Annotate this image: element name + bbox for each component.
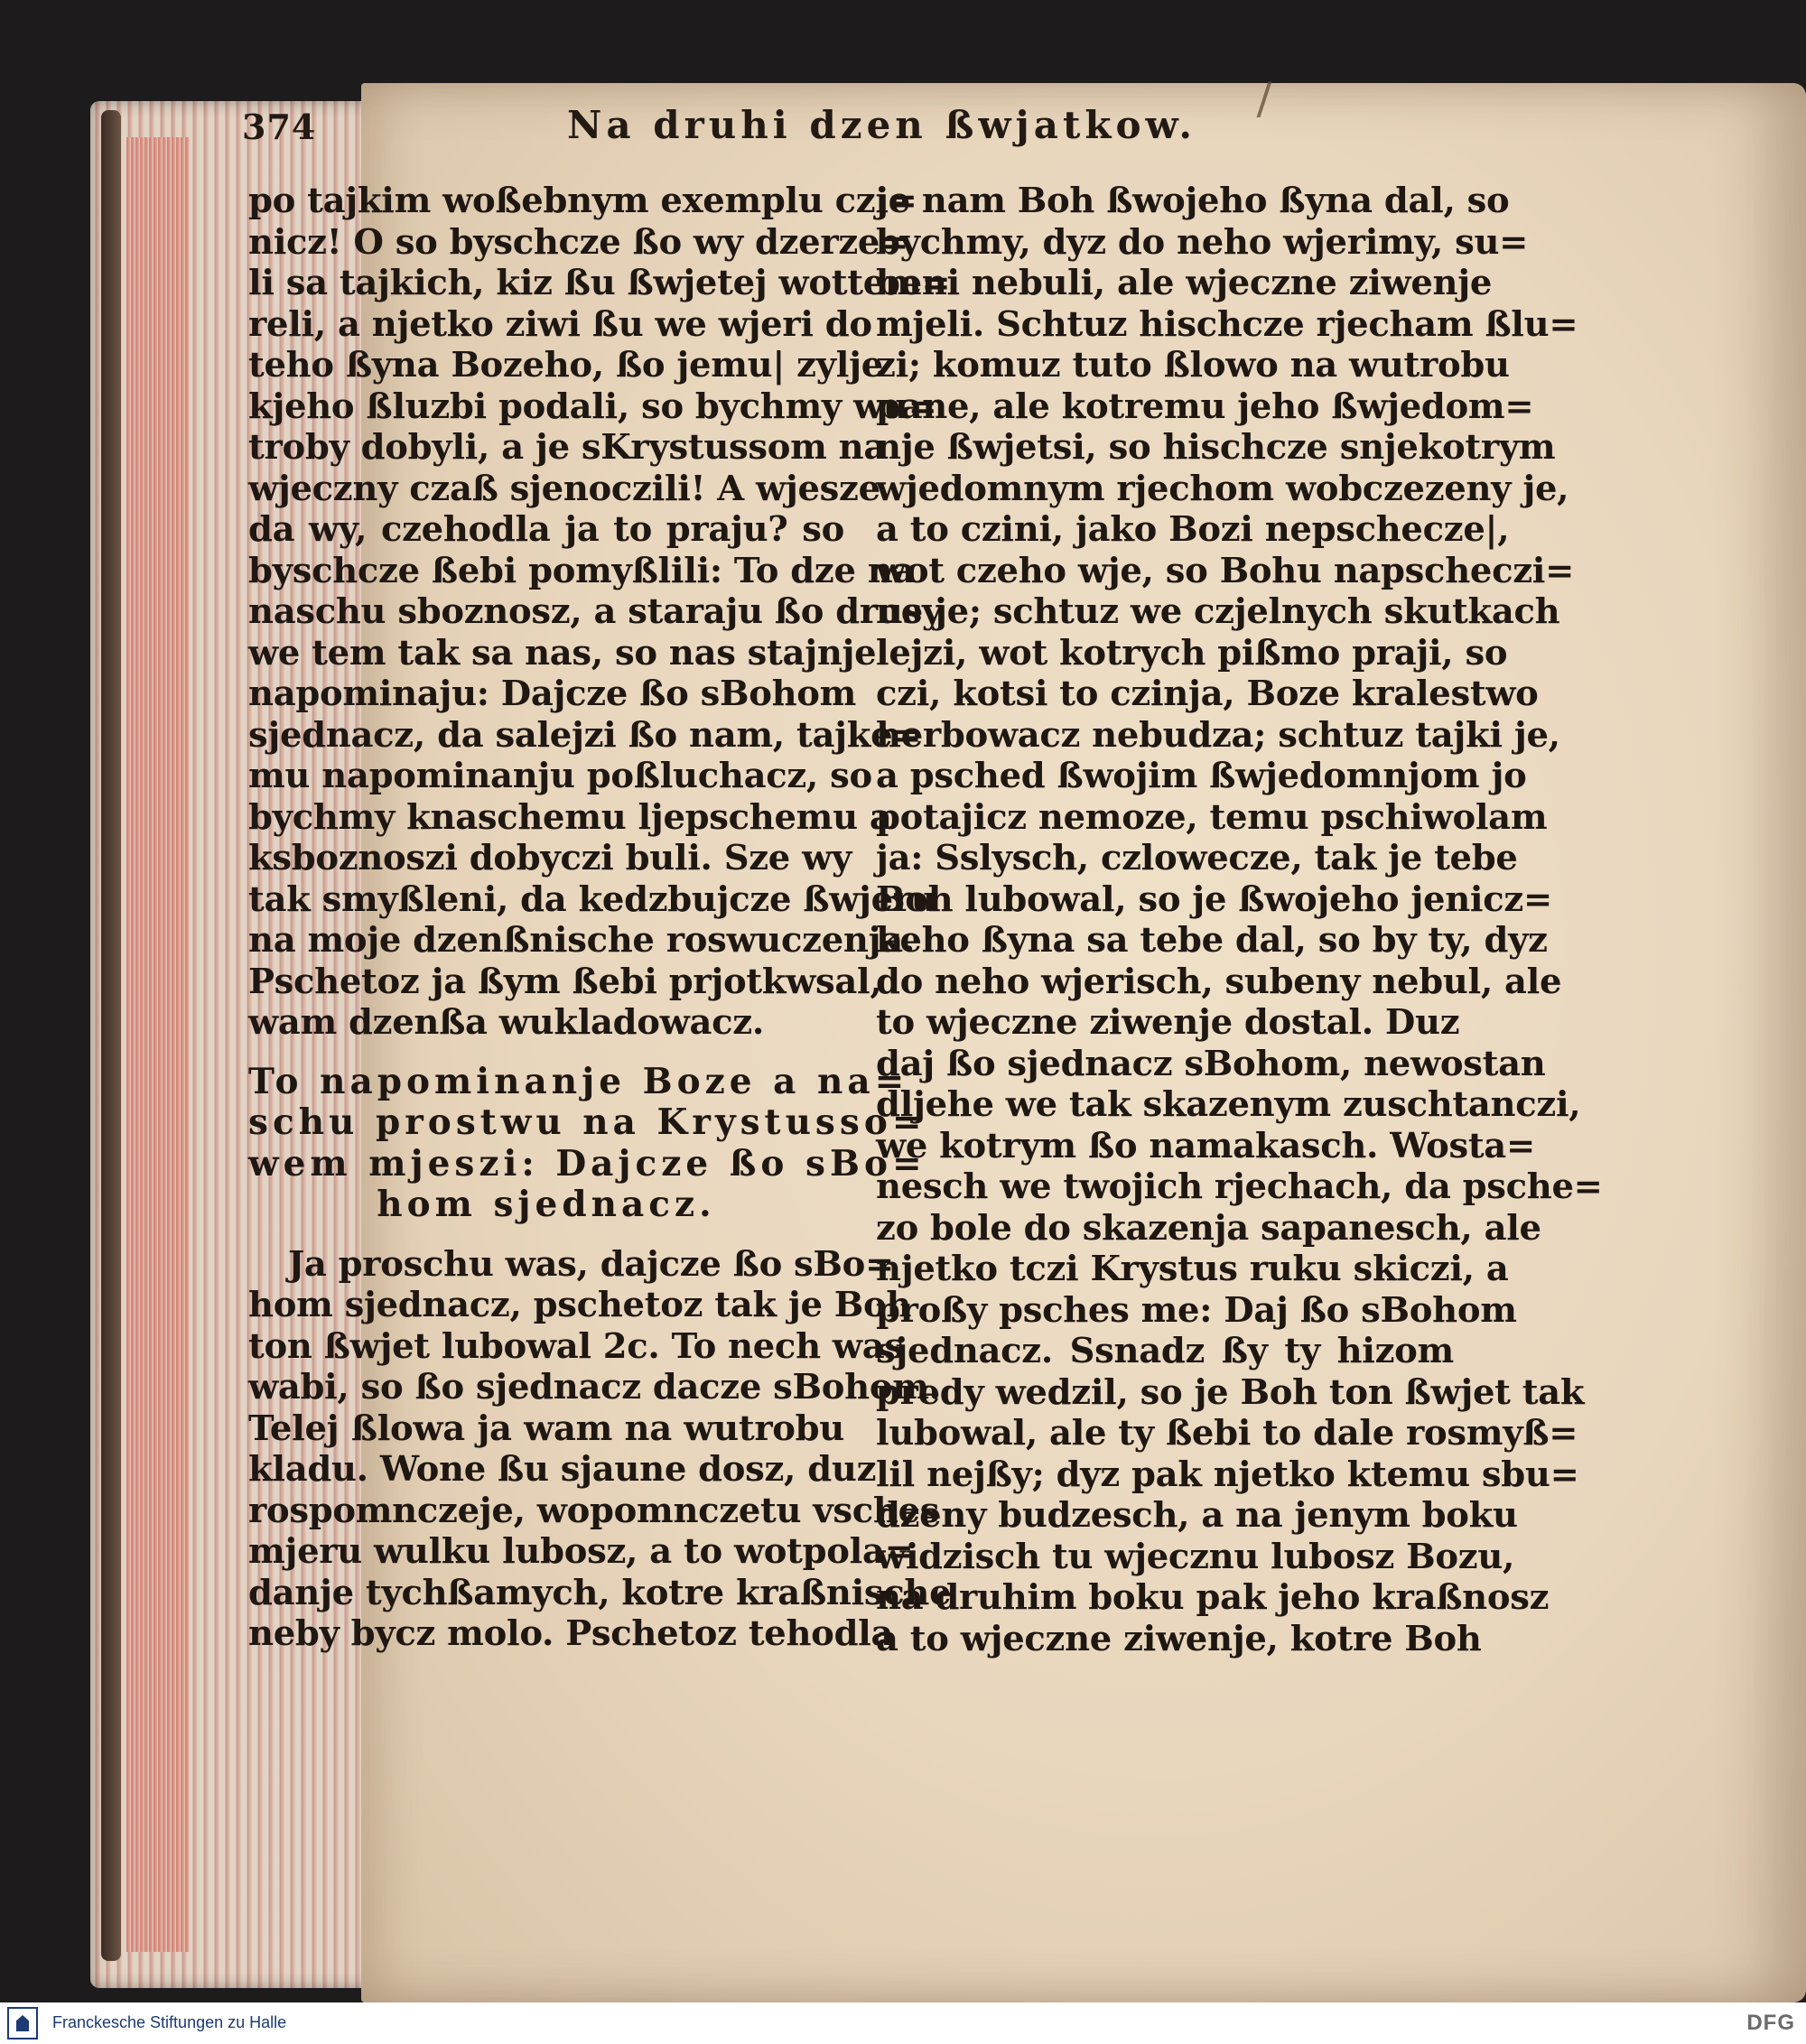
text-line: dzeny budzesch, a na jenym boku bbox=[876, 1495, 1518, 1536]
text-line: lubowal, ale ty ßebi to dale rosmyß= bbox=[876, 1413, 1578, 1454]
text-line: predy wedzil, so je Boh ton ßwjet tak bbox=[876, 1371, 1585, 1413]
page-header bbox=[242, 101, 1380, 152]
text-line: neby bycz molo. Pschetoz tehodla bbox=[248, 1613, 894, 1654]
text-line: wam dzenßa wukladowacz. bbox=[248, 1002, 764, 1043]
text-line: potajicz nemoze, temu pschiwolam bbox=[876, 796, 1548, 838]
text-line: Pschetoz ja ßym ßebi prjotkwsal, bbox=[248, 961, 882, 1002]
heading-line: schu prostwu na Krystusso= bbox=[248, 1101, 926, 1143]
right-paragraph bbox=[876, 181, 1603, 1659]
text-line: napominaju: Dajcze ßo sBohom bbox=[248, 674, 857, 714]
text-line: wot czeho wje, so Bohu napscheczi= bbox=[876, 550, 1575, 591]
left-paragraph-1 bbox=[248, 181, 951, 1044]
text-line: beni nebuli, ale wjeczne ziwenje bbox=[876, 263, 1493, 303]
text-line: bychmy knaschemu ljepschemu a bbox=[248, 796, 892, 838]
text-line: ton ßwjet lubowal 2c. To nech was bbox=[248, 1325, 904, 1367]
text-line: nesch we twojich rjechach, da psche= bbox=[876, 1166, 1603, 1207]
section-heading bbox=[248, 1060, 926, 1226]
text-line: sjednacz, da salejzi ßo nam, tajke= bbox=[248, 714, 922, 756]
text-line: lil nejßy; dyz pak njetko ktemu sbu= bbox=[876, 1454, 1579, 1495]
text-line: keho ßyna sa tebe dal, so by ty, dyz bbox=[876, 920, 1548, 961]
text-line: danje tychßamych, kotre kraßnische bbox=[248, 1572, 952, 1613]
text-line: ja: Sslysch, czlowecze, tak je tebe bbox=[876, 838, 1518, 878]
text-line: widzisch tu wjecznu lubosz Bozu, bbox=[876, 1536, 1515, 1577]
text-line: herbowacz nebudza; schtuz tajki je, bbox=[876, 714, 1560, 756]
text-line: na moje dzenßnische roswuczenja. bbox=[248, 920, 915, 961]
text-line: czi, kotsi to czinja, Boze kralestwo bbox=[876, 674, 1539, 714]
text-line: po tajkim woßebnym exemplu czi= bbox=[248, 181, 917, 221]
text-line: to wjeczne ziwenje dostal. Duz bbox=[876, 1002, 1460, 1043]
text-line: da wy, czehodla ja to praju? so bbox=[248, 509, 844, 550]
text-line: Ja proschu was, dajcze ßo sBo= bbox=[288, 1243, 895, 1285]
text-line: teho ßyna Bozeho, ßo jemu| zylje bbox=[248, 345, 883, 386]
text-line: nicz! O so byschcze ßo wy dzerze= bbox=[248, 221, 909, 263]
text-line: we kotrym ßo namakasch. Wosta= bbox=[876, 1125, 1535, 1166]
text-line: do neho wjerisch, subeny nebul, ale bbox=[876, 961, 1562, 1002]
text-line: mu napominanju poßluchacz, so bbox=[248, 756, 872, 796]
heading-line: To napominanje Boze a na= bbox=[248, 1060, 909, 1102]
text-line: sjednacz. Ssnadz ßy ty hizom bbox=[876, 1331, 1454, 1371]
left-column bbox=[248, 181, 952, 1655]
text-line: naschu sboznosz, a staraju ßo drusy bbox=[248, 591, 942, 632]
text-line: wabi, so ßo sjednacz dacze sBohom. bbox=[248, 1367, 941, 1408]
text-line: na druhim boku pak jeho kraßnosz bbox=[876, 1577, 1550, 1618]
text-line: ksboznoszi dobyczi buli. Sze wy bbox=[248, 838, 852, 878]
text-line: a to czini, jako Bozi nepschecze|, bbox=[876, 509, 1510, 550]
left-paragraph-2 bbox=[248, 1243, 952, 1655]
text-line: hom sjednacz, pschetoz tak je Boh bbox=[248, 1285, 912, 1325]
footer-bar bbox=[0, 2002, 1806, 2044]
text-line: zi; komuz tuto ßlowo na wutrobu bbox=[876, 345, 1510, 386]
text-line: we tem tak sa nas, so nas stajnje bbox=[248, 632, 877, 674]
text-line: li sa tajkich, kiz ßu ßwjetej wottem= bbox=[248, 263, 951, 303]
text-line: tak smyßleni, da kedzbujcze ßwjeru bbox=[248, 878, 936, 920]
page-number: 374 bbox=[242, 107, 317, 147]
text-line: daj ßo sjednacz sBohom, newostan bbox=[876, 1043, 1546, 1084]
text-line: wjedomnym rjechom wobczezeny je, bbox=[876, 468, 1569, 509]
text-line: Boh lubowal, so je ßwojeho jenicz= bbox=[876, 878, 1552, 920]
text-line: troby dobyli, a je sKrystussom na bbox=[248, 427, 887, 468]
text-line: a psched ßwojim ßwjedomnjom jo bbox=[876, 756, 1527, 796]
text-line: byschcze ßebi pomyßlili: To dze na bbox=[248, 550, 916, 591]
text-line: kladu. Wone ßu sjaune dosz, duz bbox=[248, 1449, 877, 1490]
heading-line: wem mjeszi: Dajcze ßo sBo= bbox=[248, 1142, 926, 1185]
institution-name[interactable]: Franckesche Stiftungen zu Halle bbox=[52, 2013, 287, 2031]
text-line: dljehe we tak skazenym zuschtanczi, bbox=[876, 1084, 1581, 1125]
text-line: pane, ale kotremu jeho ßwjedom= bbox=[876, 386, 1534, 427]
text-line: kjeho ßluzbi podali, so bychmy wu= bbox=[248, 386, 937, 427]
text-line: mjeli. Schtuz hischcze rjecham ßlu= bbox=[876, 303, 1578, 345]
text-line: rospomnczeje, wopomnczetu vsches bbox=[248, 1490, 940, 1531]
text-line: bychmy, dyz do neho wjerimy, su= bbox=[876, 221, 1529, 263]
text-line: ne je; schtuz we czjelnych skutkach bbox=[876, 591, 1560, 632]
dfg-logo[interactable]: DFG bbox=[1746, 2011, 1795, 2035]
text-line: lejzi, wot kotrych pißmo praji, so bbox=[876, 632, 1508, 674]
text-line: zo bole do skazenja sapanesch, ale bbox=[876, 1207, 1541, 1249]
text-line: nje ßwjetsi, so hischcze snjekotrym bbox=[876, 427, 1556, 468]
heading-line: hom sjednacz. bbox=[377, 1184, 716, 1225]
running-head: Na druhi dzen ßwjatkow. bbox=[567, 103, 1197, 147]
right-column bbox=[876, 181, 1603, 1659]
text-line: a to wjeczne ziwenje, kotre Boh bbox=[876, 1618, 1482, 1659]
text-line: proßy psches me: Daj ßo sBohom bbox=[876, 1289, 1517, 1331]
text-line: mjeru wulku lubosz, a to wotpola= bbox=[248, 1531, 914, 1572]
text-line: wjeczny czaß sjenoczili! A wjesze bbox=[248, 468, 880, 509]
text-line: Telej ßlowa ja wam na wutrobu bbox=[248, 1408, 844, 1449]
text-line: je nam Boh ßwojeho ßyna dal, so bbox=[876, 181, 1510, 221]
text-line: njetko tczi Krystus ruku skiczi, a bbox=[876, 1249, 1509, 1289]
franckesche-stiftungen-logo-icon[interactable] bbox=[7, 2007, 38, 2039]
text-line: reli, a njetko ziwi ßu we wjeri do bbox=[248, 303, 872, 345]
